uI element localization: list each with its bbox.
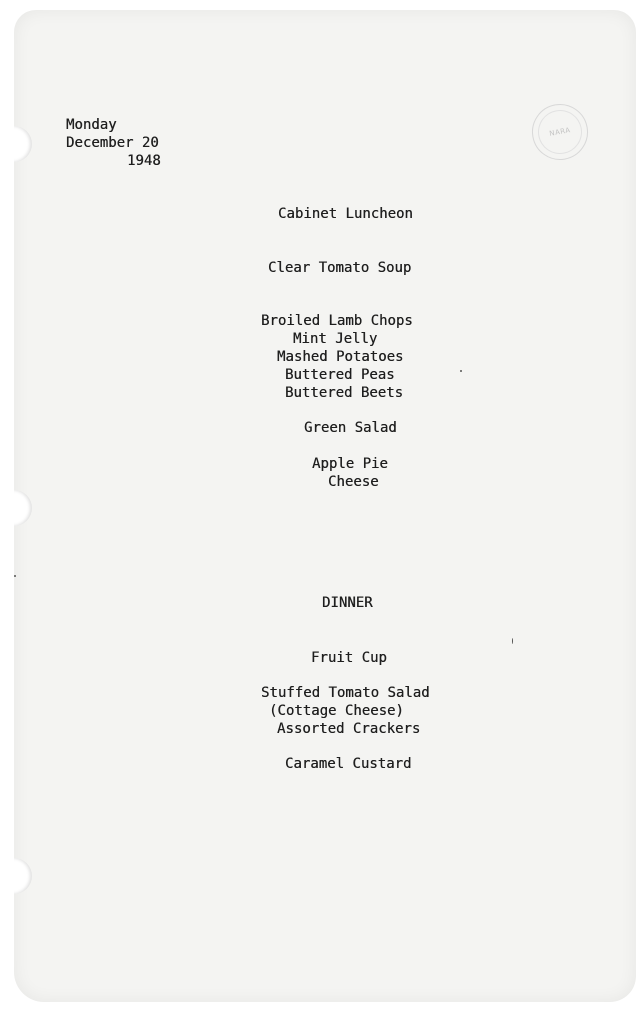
date-day: Monday	[66, 117, 117, 133]
dinner-salad-item: Assorted Crackers	[277, 721, 421, 737]
archive-stamp	[528, 100, 593, 165]
dinner-salad-item: (Cottage Cheese)	[269, 703, 404, 719]
paper-speck	[512, 638, 513, 644]
dinner-salad-item: Stuffed Tomato Salad	[261, 685, 430, 701]
punch-hole-middle	[14, 490, 32, 526]
paper-speck	[460, 370, 462, 372]
luncheon-main-item: Mashed Potatoes	[277, 349, 404, 365]
punch-hole-top	[14, 126, 32, 162]
archive-stamp-mark: NARA	[548, 126, 572, 138]
menu-page	[14, 10, 636, 1002]
luncheon-dessert-item: Cheese	[328, 474, 379, 490]
dinner-starter: Fruit Cup	[311, 650, 387, 666]
punch-hole-bottom	[14, 858, 32, 894]
paper-speck	[14, 575, 16, 577]
luncheon-salad: Green Salad	[304, 420, 397, 436]
luncheon-main-item: Buttered Beets	[285, 385, 404, 401]
luncheon-main-item: Broiled Lamb Chops	[261, 313, 413, 329]
dinner-dessert: Caramel Custard	[285, 756, 412, 772]
luncheon-main-item: Mint Jelly	[293, 331, 378, 347]
luncheon-title: Cabinet Luncheon	[278, 206, 413, 222]
date-year: 1948	[127, 153, 161, 169]
luncheon-main-item: Buttered Peas	[285, 367, 395, 383]
luncheon-dessert-item: Apple Pie	[312, 456, 388, 472]
luncheon-soup: Clear Tomato Soup	[268, 260, 412, 276]
dinner-title: DINNER	[322, 595, 373, 611]
date-month-day: December 20	[66, 135, 159, 151]
